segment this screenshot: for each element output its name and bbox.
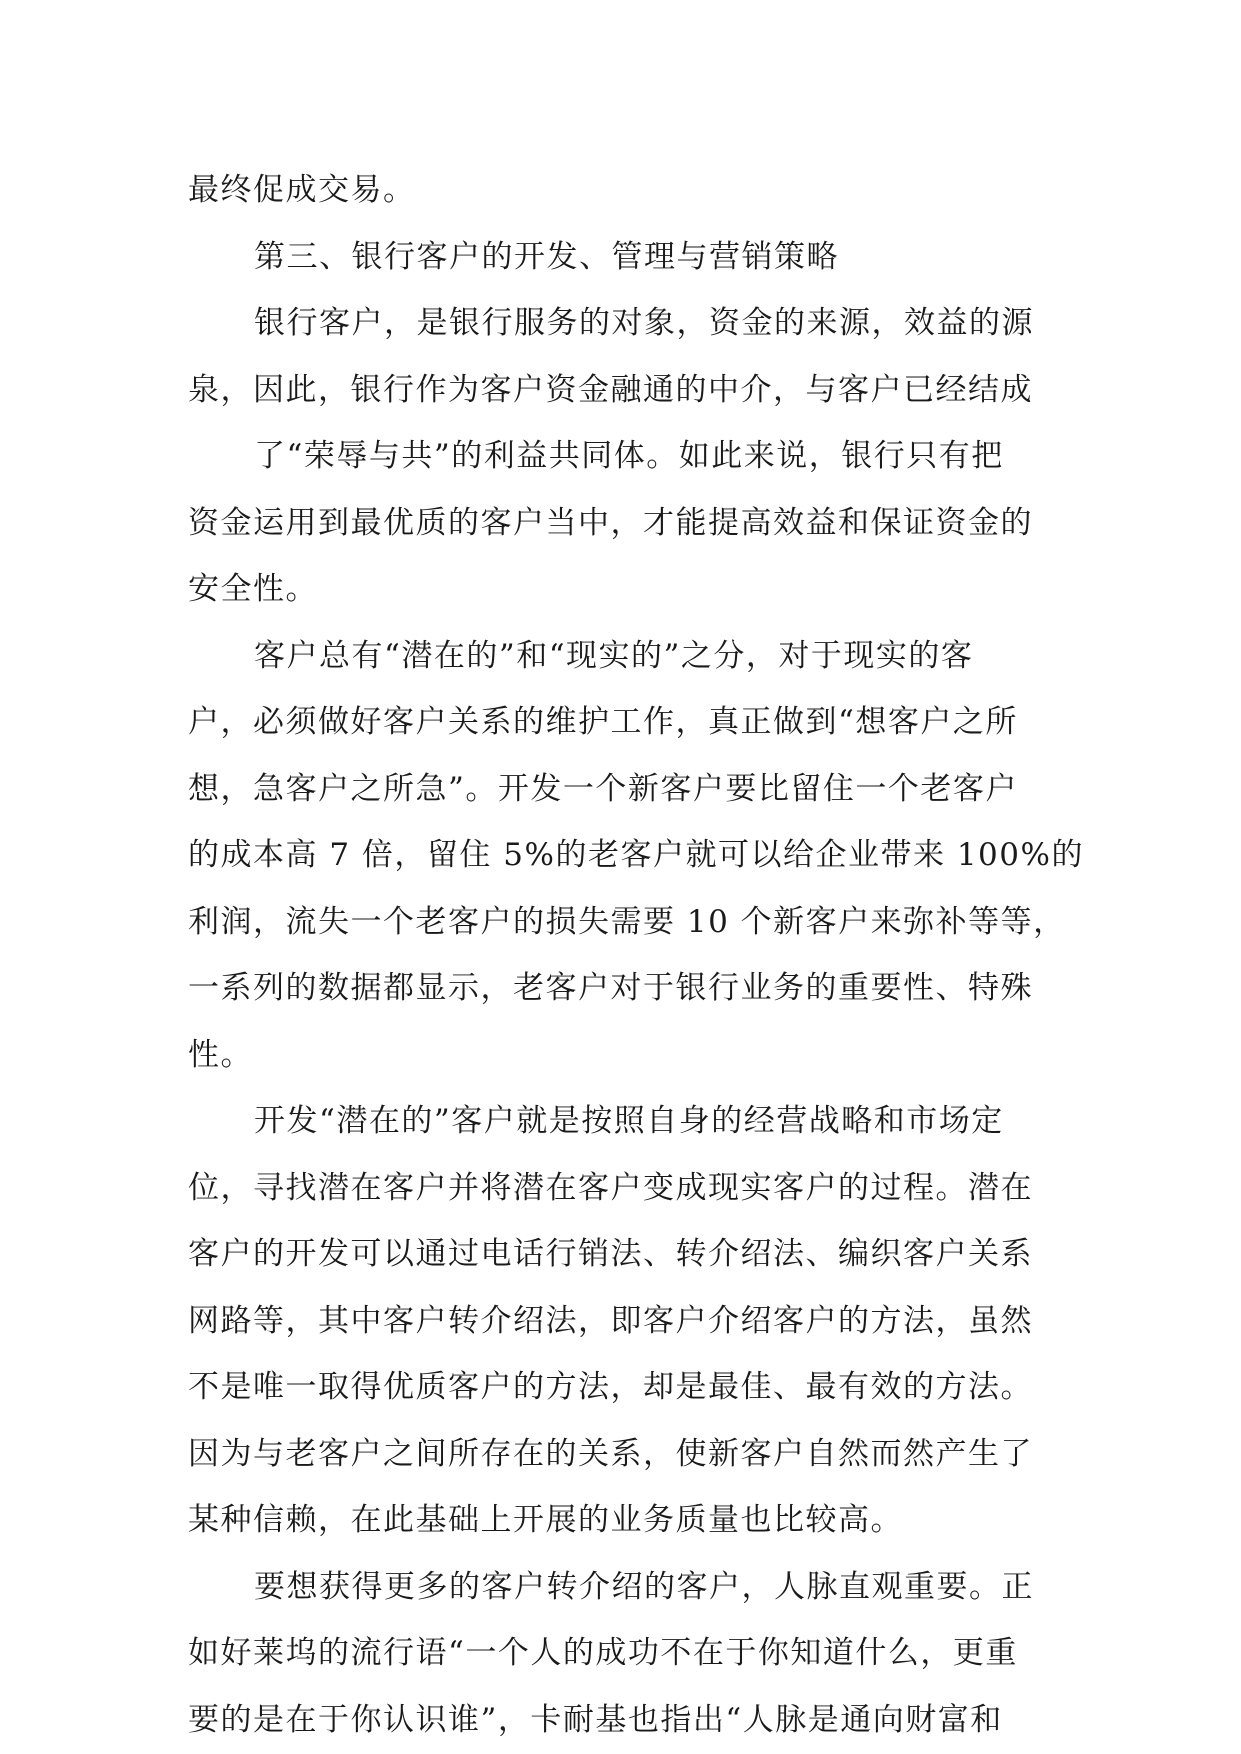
text-line: 户，必须做好客户关系的维护工作，真正做到“想客户之所 xyxy=(188,704,1018,740)
text-line: 银行客户，是银行服务的对象，资金的来源，效益的源 xyxy=(254,305,1034,341)
text-line: 客户总有“潜在的”和“现实的”之分，对于现实的客 xyxy=(254,637,974,674)
text-line: 的成本高 7 倍，留住 5%的老客户就可以给企业带来 100%的 xyxy=(188,837,1084,873)
text-line: 不是唯一取得优质客户的方法，却是最佳、最有效的方法。 xyxy=(188,1369,1033,1405)
text-line: 最终促成交易。 xyxy=(188,172,416,208)
text-line: 客户的开发可以通过电话行销法、转介绍法、编织客户关系 xyxy=(188,1236,1033,1272)
text-line: 了“荣辱与共”的利益共同体。如此来说，银行只有把 xyxy=(254,438,1004,474)
text-line: 位，寻找潜在客户并将潜在客户变成现实客户的过程。潜在 xyxy=(188,1169,1033,1206)
text-line: 开发“潜在的”客户就是按照自身的经营战略和市场定 xyxy=(254,1103,1004,1139)
text-line: 资金运用到最优质的客户当中，才能提高效益和保证资金的 xyxy=(188,504,1033,541)
text-line: 网路等，其中客户转介绍法，即客户介绍客户的方法，虽然 xyxy=(188,1302,1033,1339)
body-text xyxy=(188,157,1084,1753)
text-line: 因为与老客户之间所存在的关系，使新客户自然而然产生了 xyxy=(188,1435,1033,1472)
text-line: 要想获得更多的客户转介绍的客户，人脉直观重要。正 xyxy=(254,1568,1034,1605)
text-line: 泉，因此，银行作为客户资金融通的中介，与客户已经结成 xyxy=(188,371,1033,408)
section-heading: 第三、银行客户的开发、管理与营销策略 xyxy=(254,238,839,275)
text-line: 如好莱坞的流行语“一个人的成功不在于你知道什么，更重 xyxy=(188,1635,1018,1671)
text-line: 一系列的数据都显示，老客户对于银行业务的重要性、特殊 xyxy=(188,970,1033,1006)
text-line: 想，急客户之所急”。开发一个新客户要比留住一个老客户 xyxy=(188,770,1018,807)
text-line: 性。 xyxy=(188,1036,253,1073)
text-line: 某种信赖，在此基础上开展的业务质量也比较高。 xyxy=(188,1502,903,1538)
text-line: 利润，流失一个老客户的损失需要 10 个新客户来弥补等等， xyxy=(188,903,1066,940)
text-line: 要的是在于你认识谁”，卡耐基也指出“人脉是通向财富和 xyxy=(188,1701,1003,1738)
text-line: 安全性。 xyxy=(188,571,318,607)
